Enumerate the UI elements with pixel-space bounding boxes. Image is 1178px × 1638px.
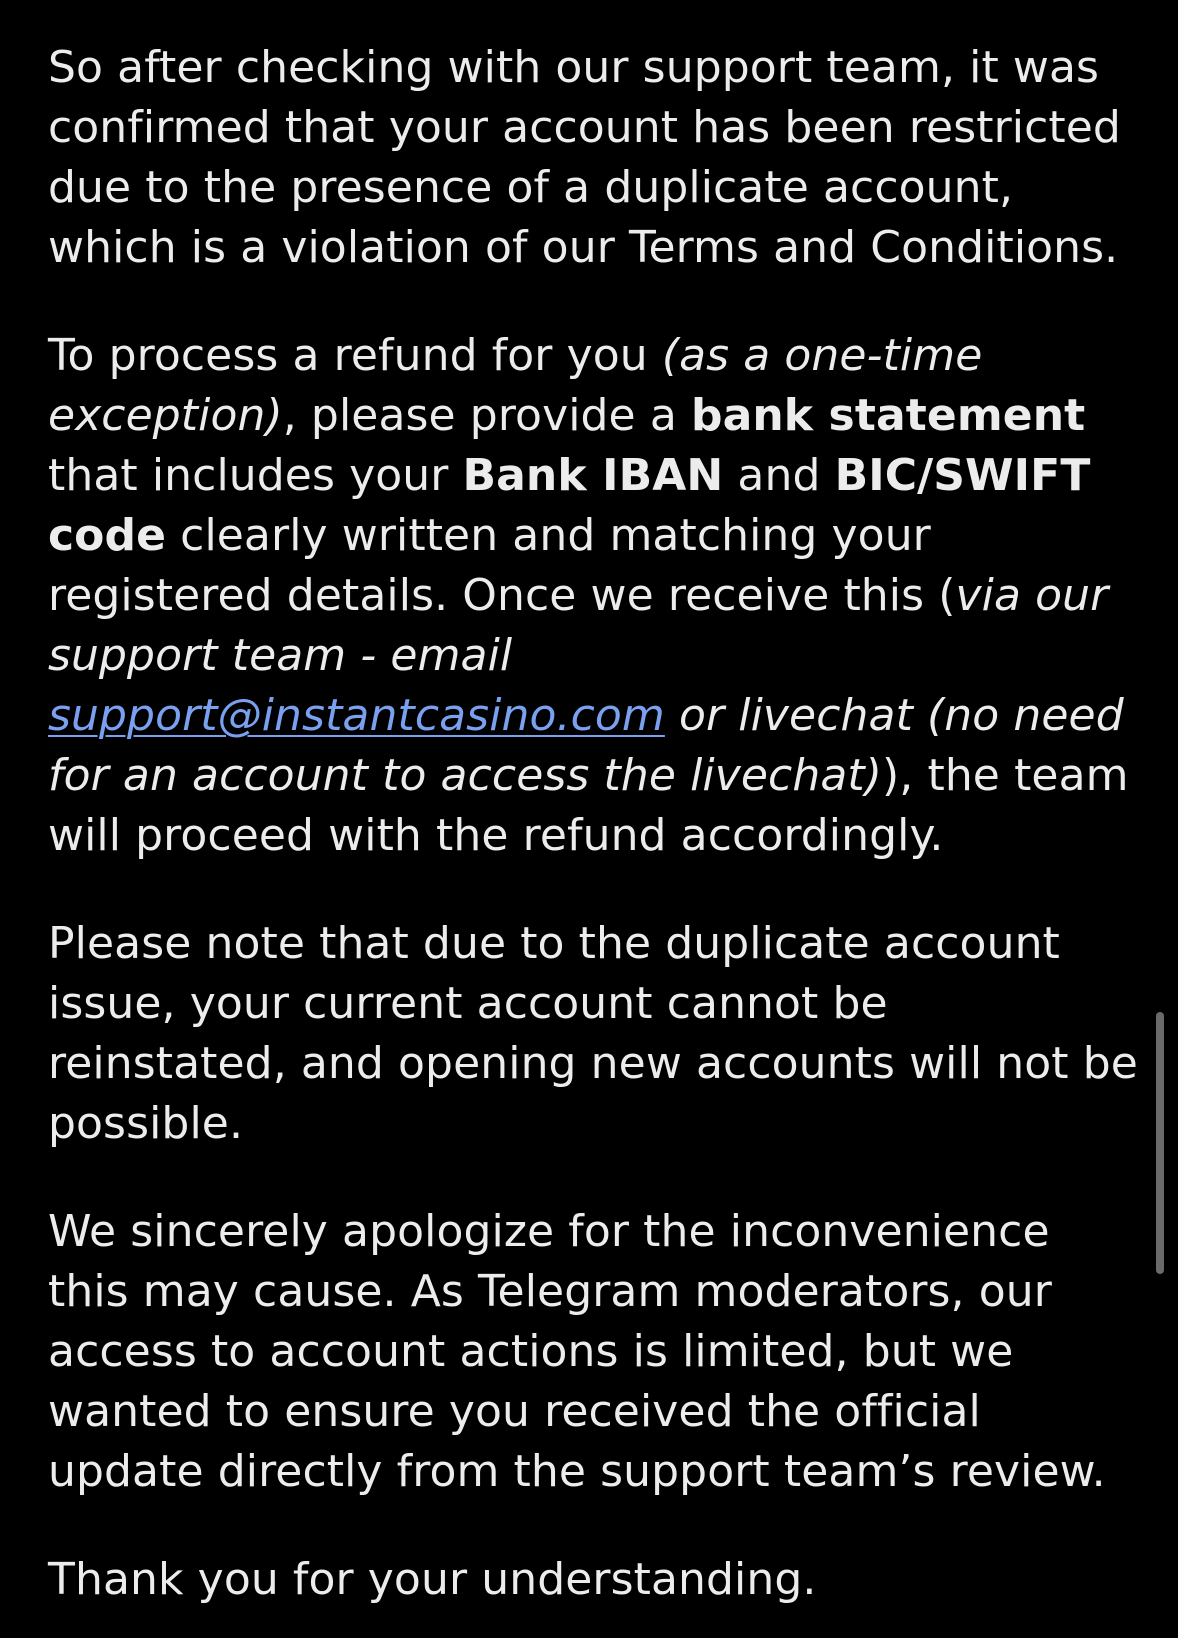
text-line bbox=[48, 386, 1148, 446]
text-segment: that includes your bbox=[48, 450, 463, 501]
bold-segment: BIC/SWIFT bbox=[834, 450, 1091, 501]
message-text bbox=[48, 38, 1148, 1610]
paragraph-apology bbox=[48, 1202, 1148, 1502]
text-line: due to the presence of a duplicate account, bbox=[48, 162, 1014, 213]
text-segment: , please provide a bbox=[282, 390, 691, 441]
text-segment: and bbox=[723, 450, 835, 501]
text-line: possible. bbox=[48, 1098, 244, 1149]
bold-segment: Bank IBAN bbox=[462, 450, 724, 501]
support-email-link[interactable]: support@instantcasino.com bbox=[48, 690, 665, 741]
text-line: issue, your current account cannot be bbox=[48, 978, 888, 1029]
text-line: access to account actions is limited, but we bbox=[48, 1326, 1014, 1377]
paragraph-duplicate-account-note bbox=[48, 914, 1148, 1154]
text-line: We sincerely apologize for the inconvenience bbox=[48, 1206, 1050, 1257]
text-line: this may cause. As Telegram moderators, our bbox=[48, 1266, 1052, 1317]
italic-segment: or livechat (no need bbox=[664, 690, 1124, 741]
text-segment: clearly written and matching your bbox=[166, 510, 931, 561]
text-line: confirmed that your account has been restricted bbox=[48, 102, 1121, 153]
italic-segment: exception) bbox=[48, 390, 283, 441]
text-line: will proceed with the refund accordingly. bbox=[48, 810, 944, 861]
paragraph-closing bbox=[48, 1550, 1148, 1610]
text-line: Please note that due to the duplicate account bbox=[48, 918, 1060, 969]
text-line bbox=[48, 506, 1148, 566]
text-line bbox=[48, 566, 1148, 626]
paragraph-refund-instructions bbox=[48, 326, 1148, 866]
text-line bbox=[48, 446, 1148, 506]
bold-segment: code bbox=[48, 510, 167, 561]
text-line: wanted to ensure you received the official bbox=[48, 1386, 981, 1437]
text-segment: ), the team bbox=[882, 750, 1129, 801]
text-line bbox=[48, 686, 1148, 746]
text-line: update directly from the support team’s review. bbox=[48, 1446, 1106, 1497]
italic-segment: for an account to access the livechat) bbox=[48, 750, 883, 801]
text-line: Thank you for your understanding. bbox=[48, 1554, 817, 1605]
text-line: which is a violation of our Terms and Conditions. bbox=[48, 222, 1119, 273]
text-line: reinstated, and opening new accounts will not be bbox=[48, 1038, 1138, 1089]
paragraph-restriction-notice bbox=[48, 38, 1148, 278]
text-line: support team - email bbox=[48, 630, 513, 681]
italic-segment: via our bbox=[955, 570, 1109, 621]
italic-segment: (as a one-time bbox=[661, 330, 983, 381]
text-line bbox=[48, 326, 1148, 386]
bold-segment: bank statement bbox=[690, 390, 1086, 441]
text-line bbox=[48, 746, 1148, 806]
vertical-scrollbar[interactable] bbox=[1156, 1012, 1164, 1274]
text-segment: To process a refund for you bbox=[48, 330, 662, 381]
text-segment: registered details. Once we receive this ( bbox=[48, 570, 956, 621]
text-line: So after checking with our support team, it was bbox=[48, 42, 1100, 93]
